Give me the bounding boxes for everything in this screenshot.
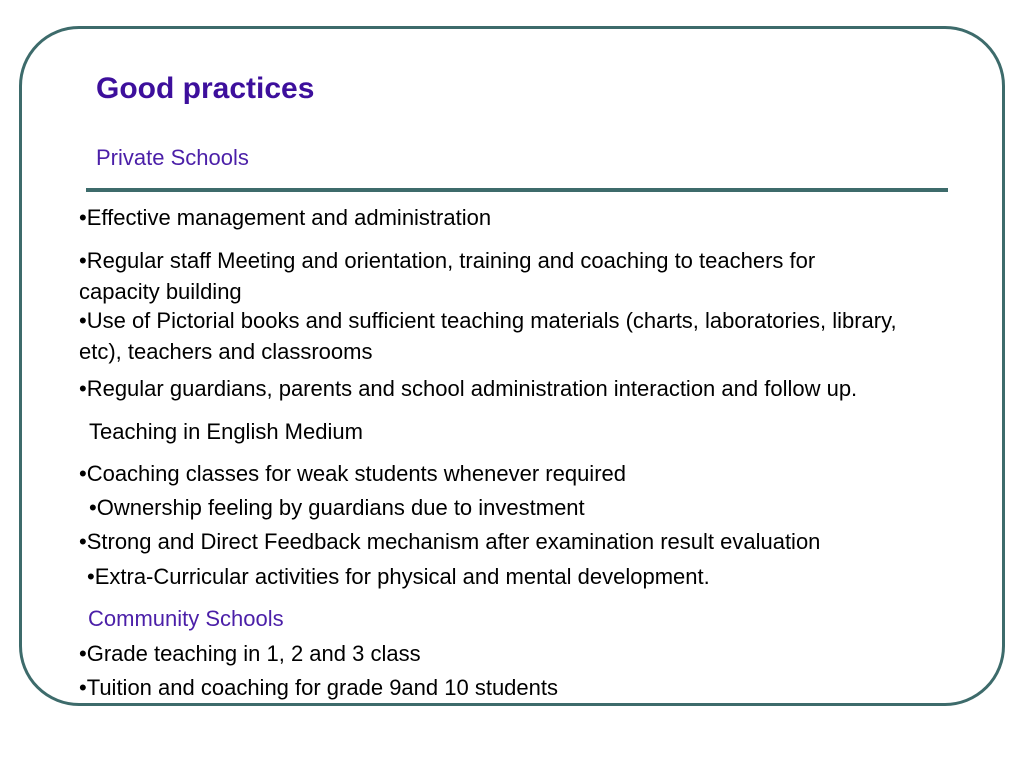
section-heading-private-schools: Private Schools bbox=[96, 145, 249, 170]
bullet-feedback-mechanism: •Strong and Direct Feedback mechanism after examination result evaluation bbox=[79, 529, 821, 554]
bullet-effective-management: •Effective management and administration bbox=[79, 205, 492, 230]
bullet-coaching-classes: •Coaching classes for weak students whenever required bbox=[79, 461, 626, 486]
bullet-staff-meeting: •Regular staff Meeting and orientation, training and coaching to teachers for bbox=[79, 248, 816, 273]
slide-title: Good practices bbox=[96, 72, 315, 105]
section-heading-community-schools: Community Schools bbox=[88, 606, 284, 631]
bullet-staff-meeting-continued: capacity building bbox=[79, 279, 242, 304]
line-english-medium: Teaching in English Medium bbox=[89, 419, 363, 444]
bullet-pictorial-books: •Use of Pictorial books and sufficient teaching materials (charts, laboratories, library, bbox=[79, 308, 897, 333]
bullet-grade-teaching: •Grade teaching in 1, 2 and 3 class bbox=[79, 641, 421, 666]
bullet-extra-curricular: •Extra-Curricular activities for physical and mental development. bbox=[87, 564, 710, 589]
bullet-pictorial-books-continued: etc), teachers and classrooms bbox=[79, 339, 373, 364]
bullet-tuition-coaching: •Tuition and coaching for grade 9and 10 students bbox=[79, 675, 558, 700]
bullet-guardians-interaction: •Regular guardians, parents and school administration interaction and follow up. bbox=[79, 376, 858, 401]
title-divider bbox=[86, 188, 948, 192]
bullet-ownership-feeling: •Ownership feeling by guardians due to investment bbox=[89, 495, 585, 520]
